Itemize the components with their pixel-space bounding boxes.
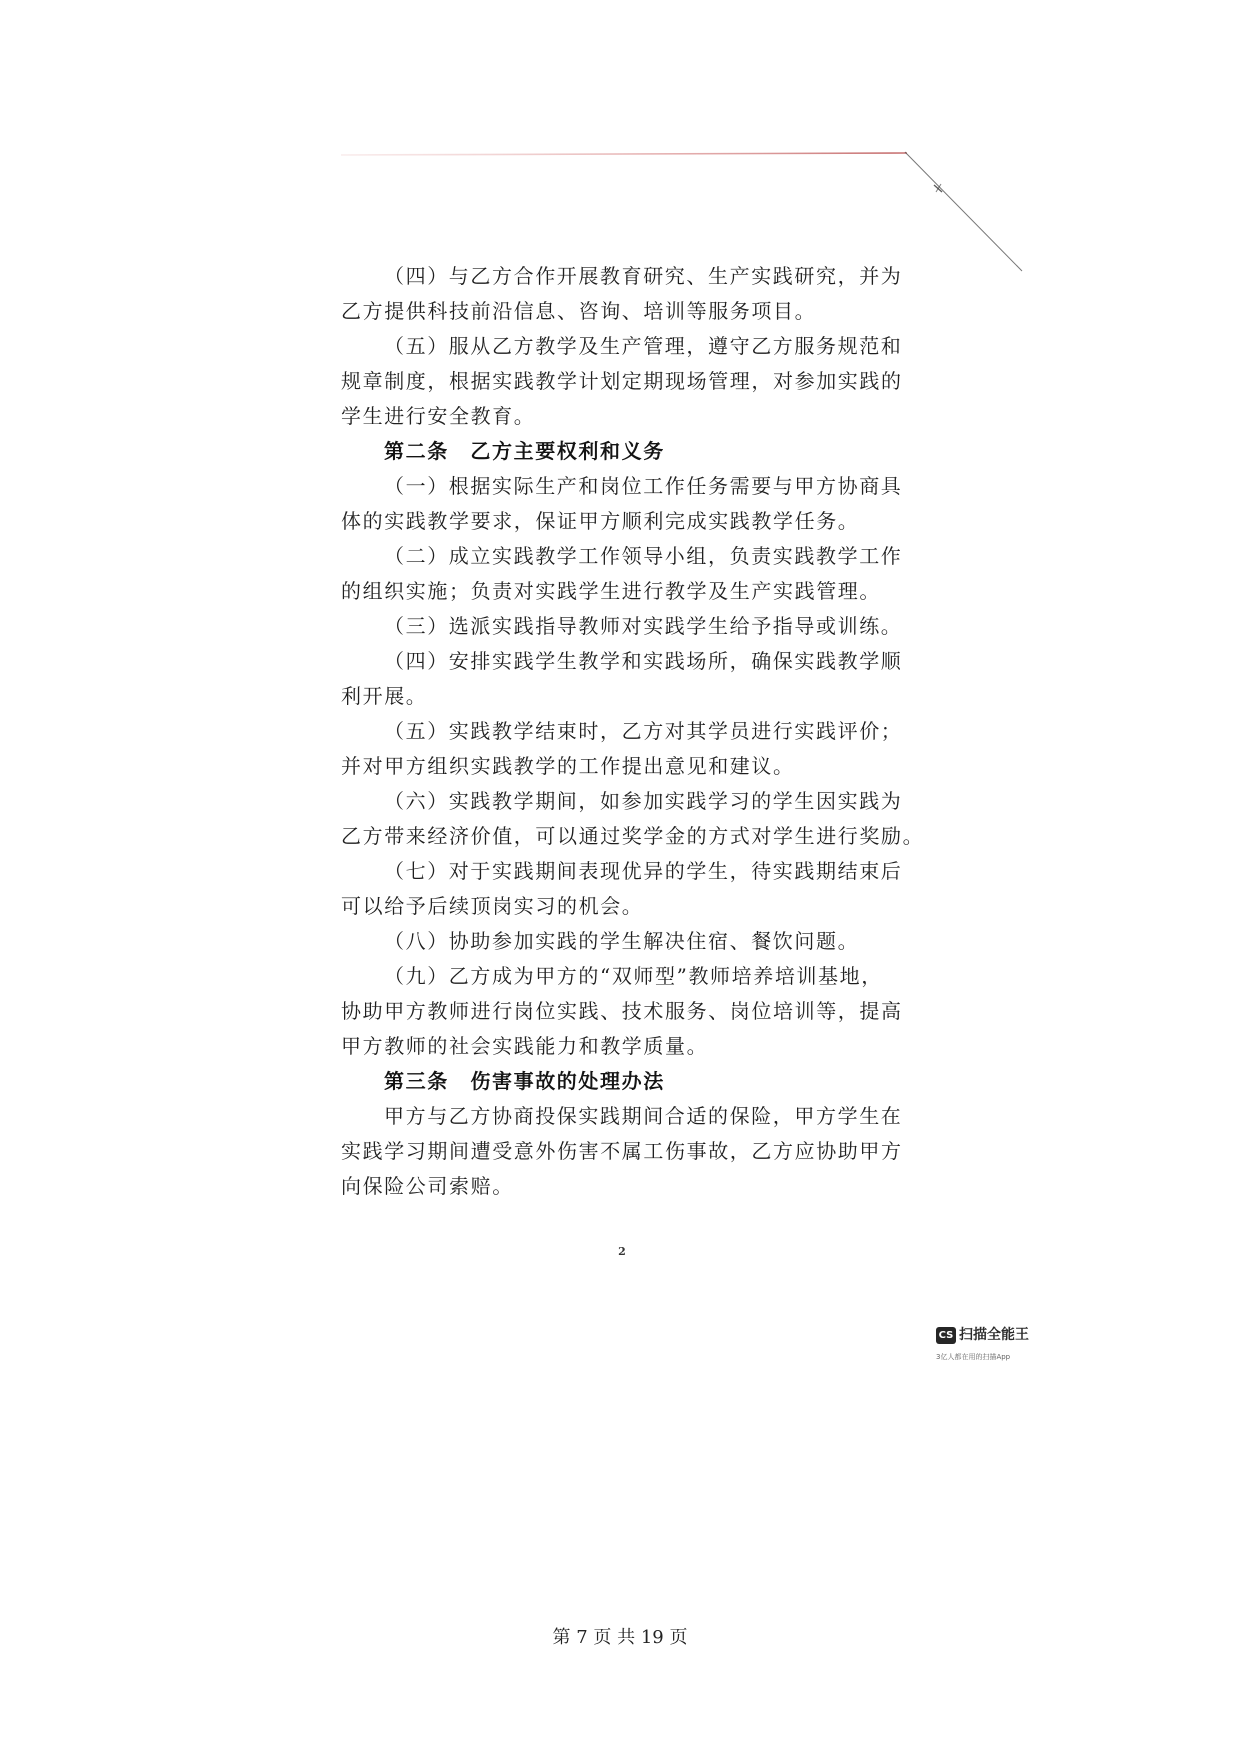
clause-paragraph xyxy=(341,924,961,959)
paragraph-line: （四）与乙方合作开展教育研究、生产实践研究，并为 xyxy=(384,264,903,288)
paragraph-line: 可以给予后续顶岗实习的机会。 xyxy=(341,894,644,918)
paragraph-line: 规章制度，根据实践教学计划定期现场管理，对参加实践的 xyxy=(341,369,903,393)
paragraph-line: 的组织实施；负责对实践学生进行教学及生产实践管理。 xyxy=(341,579,881,603)
paragraph-line: 体的实践教学要求，保证甲方顺利完成实践教学任务。 xyxy=(341,509,860,533)
contract-body xyxy=(341,259,961,1204)
clause-paragraph xyxy=(341,854,961,924)
clause-paragraph xyxy=(341,714,961,784)
paragraph-line: 并对甲方组织实践教学的工作提出意见和建议。 xyxy=(341,754,795,778)
paragraph-line: （六）实践教学期间，如参加实践学习的学生因实践为 xyxy=(384,789,903,813)
section-heading: 第二条 乙方主要权利和义务 xyxy=(384,439,665,463)
paragraph-line: 甲方教师的社会实践能力和教学质量。 xyxy=(341,1034,709,1058)
paragraph-line: 学生进行安全教育。 xyxy=(341,404,536,428)
clause-paragraph xyxy=(341,609,961,644)
paragraph-line: 协助甲方教师进行岗位实践、技术服务、岗位培训等，提高 xyxy=(341,999,903,1023)
red-rule-line xyxy=(341,153,907,155)
paragraph-line: （一）根据实际生产和岗位工作任务需要与甲方协商具 xyxy=(384,474,903,498)
clause-paragraph xyxy=(341,259,961,329)
fold-diagonal-line xyxy=(905,152,1022,271)
paragraph-line: 乙方带来经济价值，可以通过奖学金的方式对学生进行奖励。 xyxy=(341,824,925,848)
section-heading: 第三条 伤害事故的处理办法 xyxy=(384,1069,665,1093)
paragraph-line: 向保险公司索赔。 xyxy=(341,1174,514,1198)
paragraph-line: （八）协助参加实践的学生解决住宿、餐饮问题。 xyxy=(384,929,860,953)
scanner-app-name: 扫描全能王 xyxy=(959,1327,1029,1343)
clause-paragraph xyxy=(341,644,961,714)
paragraph-line: （七）对于实践期间表现优异的学生，待实践期结束后 xyxy=(384,859,903,883)
clause-paragraph xyxy=(341,539,961,609)
clause-paragraph xyxy=(341,1099,961,1204)
paragraph-line: （二）成立实践教学工作领导小组，负责实践教学工作 xyxy=(384,544,903,568)
camscanner-logo-icon: CS xyxy=(936,1327,956,1344)
paragraph-line: （五）实践教学结束时，乙方对其学员进行实践评价； xyxy=(384,719,903,743)
page-footer: 第 7 页 共 19 页 xyxy=(552,1627,688,1648)
inner-page-number: 2 xyxy=(618,1245,626,1258)
paragraph-line: （九）乙方成为甲方的“双师型”教师培养培训基地， xyxy=(384,964,883,988)
paragraph-line: 甲方与乙方协商投保实践期间合适的保险，甲方学生在 xyxy=(384,1104,903,1128)
paragraph-line: （三）选派实践指导教师对实践学生给予指导或训练。 xyxy=(384,614,903,638)
scanner-app-tagline: 3亿人都在用的扫描App xyxy=(936,1353,1011,1361)
paragraph-line: 实践学习期间遭受意外伤害不属工伤事故，乙方应协助甲方 xyxy=(341,1139,903,1163)
fold-mark xyxy=(934,185,942,192)
fold-mark xyxy=(936,184,941,192)
clause-paragraph xyxy=(341,784,961,854)
clause-paragraph xyxy=(341,959,961,1064)
paragraph-line: （五）服从乙方教学及生产管理，遵守乙方服务规范和 xyxy=(384,334,903,358)
clause-paragraph xyxy=(341,469,961,539)
paragraph-line: （四）安排实践学生教学和实践场所，确保实践教学顺 xyxy=(384,649,903,673)
paragraph-line: 利开展。 xyxy=(341,684,428,708)
paragraph-line: 乙方提供科技前沿信息、咨询、培训等服务项目。 xyxy=(341,299,817,323)
clause-paragraph xyxy=(341,329,961,434)
